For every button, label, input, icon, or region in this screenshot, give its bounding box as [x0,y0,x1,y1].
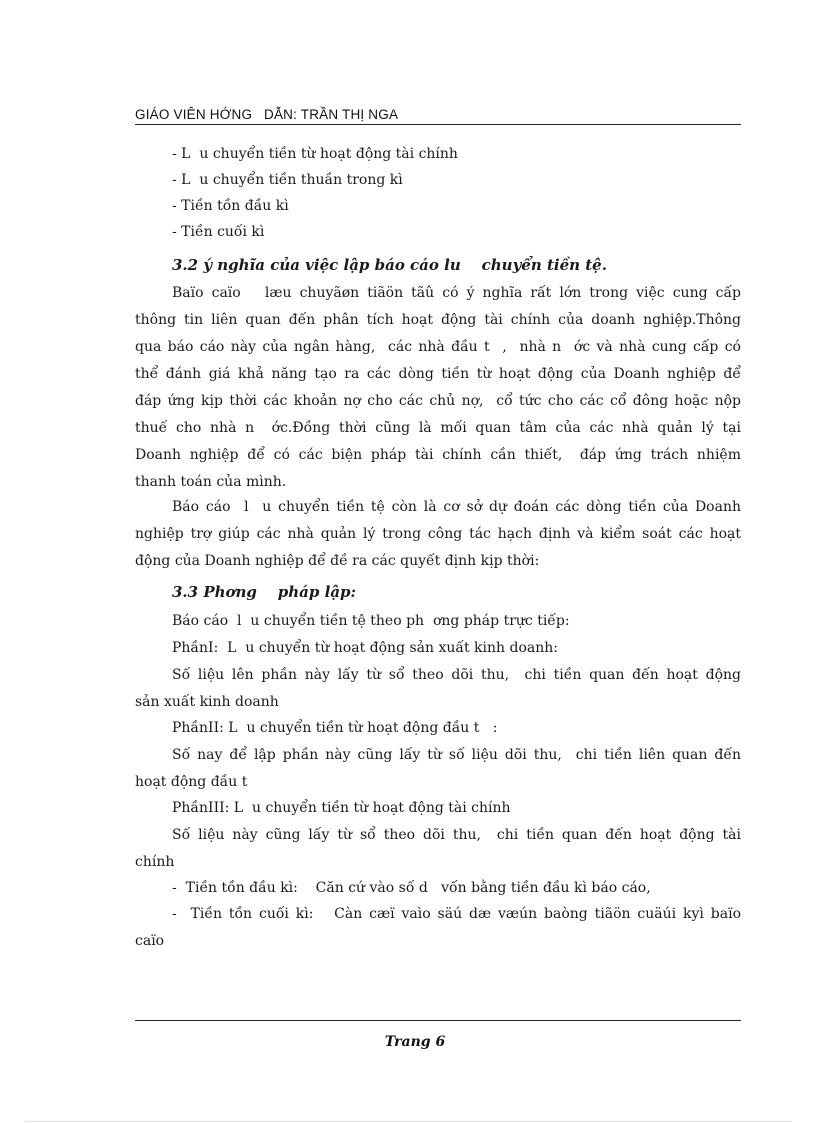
paragraph-line: Báo cáo l u chuyển tiền tệ còn là cơ sở dự đoán các dòng tiền của Doanh [172,499,741,515]
part-title: PhầnII: L u chuyển tiền từ hoạt động đầu t : [172,720,498,736]
paragraph-line: Số liệu này cũng lấy từ sổ theo dõi thu, chi tiền quan đến hoạt động tài [172,827,741,843]
list-item: - Tiền tồn đầu kì: Căn cứ vào số d vốn bằng tiền đầu kì báo cáo, [172,880,651,896]
footer-divider [135,1020,741,1021]
paragraph-line: thanh toán của mình. [135,474,287,490]
paragraph-line: Số nay để lập phần này cũng lấy từ số liệu dõi thu, chi tiền liên quan đến [172,747,741,763]
list-item: - Tiền tồn cuối kì: Càn cæï vaìo säú dæ væún baòng tiãön cuäúi kyì baïo [172,906,741,922]
page-edge [25,1121,791,1122]
paragraph-line: động của Doanh nghiệp để đề ra các quyết định kịp thời: [135,553,540,569]
section-heading-3-3: 3.3 Phơng pháp lập: [172,583,357,601]
page-header [135,106,741,125]
page-number: Trang 6 [384,1034,446,1050]
list-item: - L u chuyển tiền thuần trong kì [172,172,403,188]
paragraph-line: thông tin liên quan đến phân tích hoạt động tài chính của doanh nghiệp.Thông [135,312,741,328]
paragraph-line: Doanh nghiệp để có các biện pháp tài chính cần thiết, đáp ứng trách nhiệm [135,447,741,463]
paragraph-line: thuế cho nhà n ớc.Đồng thời cũng là mối quan tâm của các nhà quản lý tại [135,420,741,436]
paragraph-line: qua báo cáo này của ngân hàng, các nhà đầu t , nhà n ớc và nhà cung cấp có [135,339,741,355]
part-title: PhầnIII: L u chuyển tiền từ hoạt động tài chính [172,800,511,816]
list-item: - Tiền cuối kì [172,224,265,240]
paragraph-line: caïo [135,933,165,949]
list-item: - Tiền tồn đầu kì [172,198,289,214]
paragraph-line: Báo cáo l u chuyển tiền tệ theo ph ơng pháp trực tiếp: [172,613,570,629]
header-teacher: GIÁO VIÊN HỚNG DẪN: TRẦN THỊ NGA [135,107,399,122]
paragraph-line: Số liệu lên phần này lấy từ sổ theo dõi thu, chi tiền quan đến hoạt động [172,667,741,683]
paragraph-line: Baïo caïo læu chuyãøn tiãön tãû có ý nghĩa rất lớn trong việc cung cấp [172,285,741,301]
paragraph-line: sản xuất kinh doanh [135,694,279,710]
list-item: - L u chuyển tiền từ hoạt động tài chính [172,146,458,162]
part-title: PhầnI: L u chuyển từ hoạt động sản xuất kinh doanh: [172,640,558,656]
paragraph-line: hoạt động đầu t [135,774,248,790]
paragraph-line: đáp ứng kịp thời các khoản nợ cho các chủ nợ, cổ tức cho các cổ đông hoặc nộp [135,393,741,409]
section-heading-3-2: 3.2 ý nghĩa của việc lập báo cáo lu chuyển tiền tệ. [172,256,607,274]
paragraph-line: thể đánh giá khả năng tạo ra các dòng tiền từ hoạt động của Doanh nghiệp để [135,366,741,382]
paragraph-line: nghiệp trợ giúp các nhà quản lý trong công tác hạch định và kiểm soát các hoạt [135,526,741,542]
paragraph-line: chính [135,854,175,870]
